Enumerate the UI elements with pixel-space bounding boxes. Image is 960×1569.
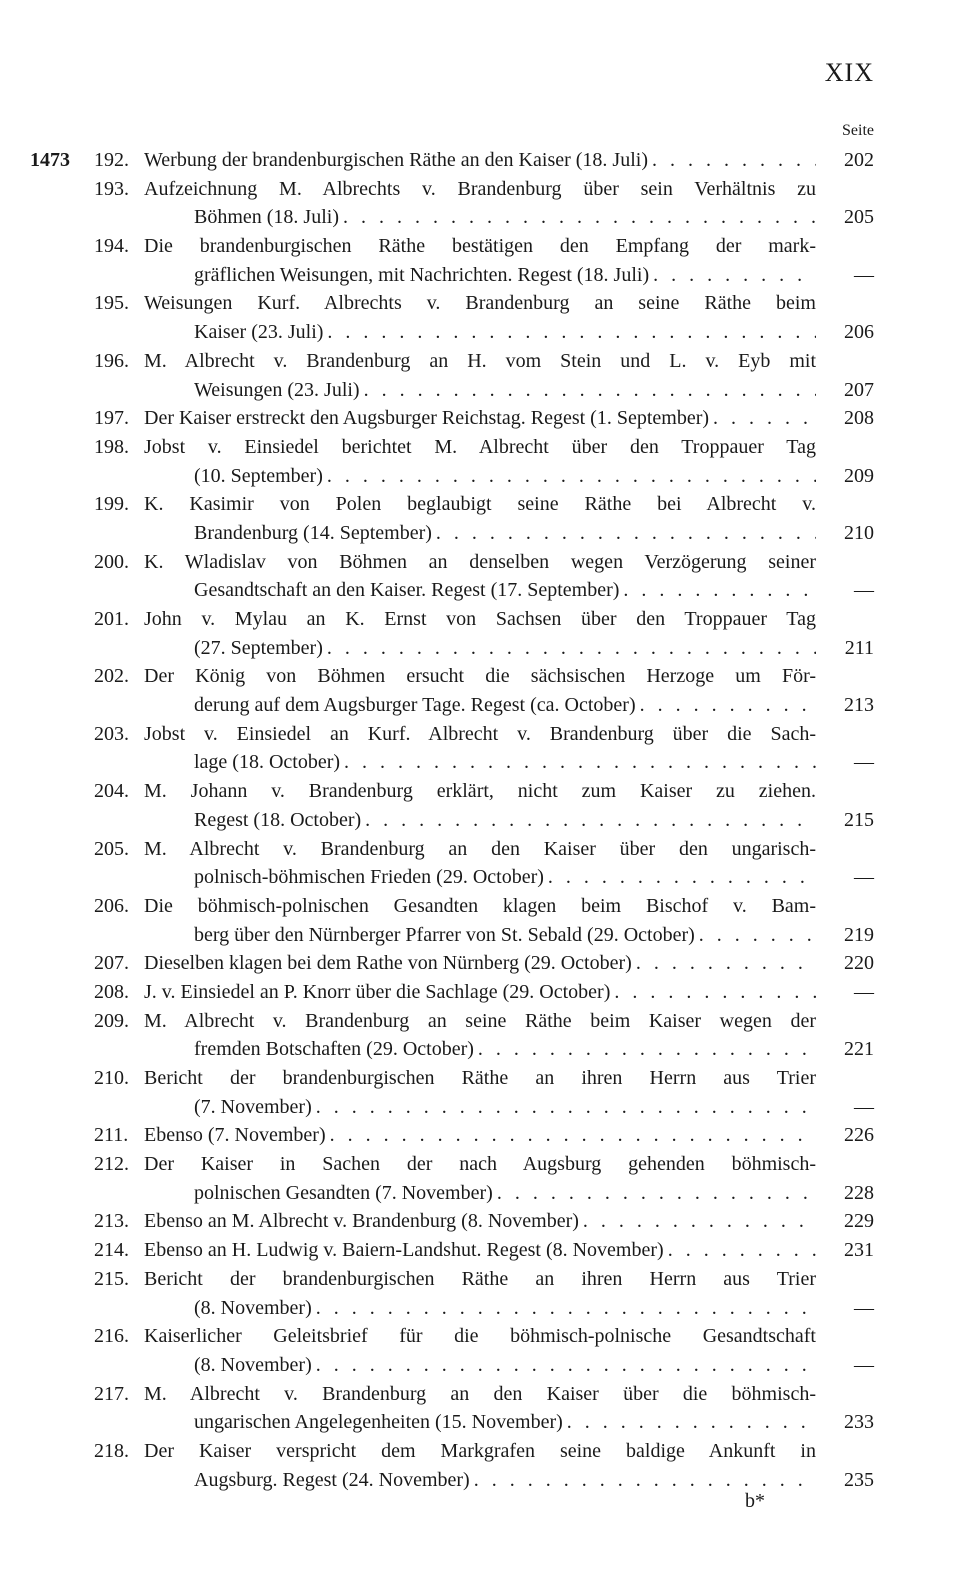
entry-title	[144, 1007, 816, 1036]
entry-title	[144, 1265, 816, 1294]
entry-page-number: —	[854, 263, 874, 286]
toc-entry	[0, 1265, 960, 1322]
entry-page-number: 221	[844, 1038, 874, 1061]
entry-page-number: 210	[844, 521, 874, 544]
toc-entry-line	[0, 289, 960, 318]
entry-title	[194, 748, 816, 777]
entry-title	[144, 548, 816, 577]
entry-number: 212.	[94, 1153, 129, 1176]
dot-leader	[709, 404, 816, 433]
toc-entry-continuation	[0, 1093, 960, 1122]
toc-entry-line	[0, 1007, 960, 1036]
entry-page-number: 202	[844, 149, 874, 171]
entry-number: 215.	[94, 1267, 129, 1290]
toc-entry	[0, 662, 960, 719]
entry-title-text: Ebenso (7. November)	[144, 1124, 326, 1147]
entry-number: 211.	[94, 1124, 129, 1147]
entry-title-text: Ebenso an M. Albrecht v. Brandenburg (8. November)	[144, 1210, 579, 1233]
entry-title-text: fremden Botschaften (29. October)	[194, 1038, 474, 1061]
entry-title-text: Jobst v. Einsiedel an Kurf. Albrecht v. Brandenburg über die Sach-	[144, 722, 816, 745]
entry-number: 195.	[94, 292, 129, 315]
toc-entry-line	[0, 347, 960, 376]
entry-number: 213.	[94, 1210, 129, 1233]
entry-title-text: Der Kaiser verspricht dem Markgrafen seine baldige Ankunft in	[144, 1439, 816, 1462]
toc-entry-continuation	[0, 462, 960, 491]
entry-title	[144, 1380, 816, 1409]
entry-title	[144, 289, 816, 318]
toc-entry	[0, 232, 960, 289]
entry-number: 200.	[94, 550, 129, 573]
entry-title	[144, 232, 816, 261]
toc-entry	[0, 835, 960, 892]
entry-title	[194, 318, 816, 347]
entry-page-number: —	[854, 1095, 874, 1118]
entry-title-text: (8. November)	[194, 1296, 312, 1319]
entry-title	[194, 376, 816, 405]
entry-page-number: 231	[844, 1239, 874, 1262]
entry-page-number: 233	[844, 1411, 874, 1434]
year-label: 1473	[30, 149, 70, 171]
entry-title-text: M. Johann v. Brandenburg erklärt, nicht zum Kaiser zu ziehen.	[144, 780, 816, 803]
entry-title-text: derung auf dem Augsburger Tage. Regest (ca. October)	[194, 694, 636, 717]
entry-page-number: 220	[844, 952, 874, 975]
entry-title-text: Regest (18. October)	[194, 808, 362, 831]
toc-entry	[0, 1437, 960, 1494]
entry-title-text: polnisch-böhmischen Frieden (29. October)	[194, 866, 544, 889]
entry-number: 196.	[94, 349, 129, 372]
dot-leader	[579, 1207, 816, 1236]
page-number: XIX	[824, 58, 874, 87]
entry-title	[194, 576, 816, 605]
dot-leader	[339, 203, 816, 232]
entry-title-text: Kaiserlicher Geleitsbrief für die böhmisch-polnische Gesandtschaft	[144, 1325, 816, 1348]
entry-title-text: Ebenso an H. Ludwig v. Baiern-Landshut. Regest (8. November)	[144, 1239, 664, 1262]
dot-leader	[312, 1294, 816, 1323]
entry-number: 202.	[94, 665, 129, 688]
entry-title-text: M. Albrecht v. Brandenburg an den Kaiser über die böhmisch-	[144, 1382, 816, 1405]
toc-entry	[0, 1007, 960, 1064]
entry-title	[144, 605, 816, 634]
entry-page-number: 219	[844, 923, 874, 946]
entry-title	[194, 691, 816, 720]
entry-page-number: —	[854, 1353, 874, 1376]
dot-leader	[326, 1121, 816, 1150]
entry-page-number: 228	[844, 1181, 874, 1204]
toc-entry-line	[0, 1380, 960, 1409]
toc-entry	[0, 1121, 960, 1150]
dot-leader	[323, 462, 816, 491]
toc-entry	[0, 175, 960, 232]
entry-page-number: 235	[844, 1468, 874, 1491]
entry-title-text: M. Albrecht v. Brandenburg an den Kaiser über den ungarisch-	[144, 837, 816, 860]
entry-number: 214.	[94, 1239, 129, 1262]
dot-leader	[632, 949, 816, 978]
entry-title-text: Werbung der brandenburgischen Räthe an den Kaiser (18. Juli)	[144, 149, 648, 171]
toc-entry-line	[0, 232, 960, 261]
toc-entry-continuation	[0, 376, 960, 405]
toc-entry	[0, 1236, 960, 1265]
toc-entry-line	[0, 892, 960, 921]
dot-leader	[636, 691, 816, 720]
entry-title-text: Aufzeichnung M. Albrechts v. Brandenburg über sein Verhältnis zu	[144, 177, 816, 200]
entry-title-text: Gesandtschaft an den Kaiser. Regest (17. September)	[194, 579, 620, 602]
toc-entry	[0, 289, 960, 346]
entry-page-number: 215	[844, 808, 874, 831]
entry-title	[144, 433, 816, 462]
toc-entry-line	[0, 1064, 960, 1093]
toc-entry	[0, 777, 960, 834]
toc-entry-line	[0, 548, 960, 577]
toc-entry	[0, 949, 960, 978]
entry-title-text: Kaiser (23. Juli)	[194, 321, 324, 344]
entry-number: 209.	[94, 1009, 129, 1032]
entry-title-text: Die brandenburgischen Räthe bestätigen den Empfang der mark-	[144, 235, 816, 258]
toc-entry	[0, 1380, 960, 1437]
entry-title	[144, 1437, 816, 1466]
toc-entry-line	[0, 835, 960, 864]
entry-number: 217.	[94, 1382, 129, 1405]
entry-page-number: 209	[844, 464, 874, 487]
toc-entry	[0, 892, 960, 949]
entry-title-text: (10. September)	[194, 464, 323, 487]
entry-title	[144, 1322, 816, 1351]
entry-title	[144, 1150, 816, 1179]
dot-leader	[544, 863, 816, 892]
toc-entry-line	[0, 1207, 960, 1236]
toc-entry-line	[0, 146, 960, 175]
toc-entry-continuation	[0, 318, 960, 347]
entry-title-text: (8. November)	[194, 1353, 312, 1376]
toc-entry	[0, 146, 960, 175]
entry-page-number: —	[854, 751, 874, 774]
entry-title	[144, 347, 816, 376]
toc-entry	[0, 605, 960, 662]
entry-title	[144, 949, 816, 978]
entry-title-text: Dieselben klagen bei dem Rathe von Nürnberg (29. October)	[144, 952, 632, 975]
entry-title-text: Der Kaiser in Sachen der nach Augsburg gehenden böhmisch-	[144, 1153, 816, 1176]
toc-entry-continuation	[0, 634, 960, 663]
toc-entry-continuation	[0, 1035, 960, 1064]
dot-leader	[563, 1408, 816, 1437]
dot-leader	[432, 519, 816, 548]
entry-page-number: 207	[844, 378, 874, 401]
entry-title-text: Bericht der brandenburgischen Räthe an ihren Herrn aus Trier	[144, 1267, 816, 1290]
entry-title	[144, 662, 816, 691]
entry-title	[194, 203, 816, 232]
entry-title	[194, 1035, 816, 1064]
entry-title-text: Bericht der brandenburgischen Räthe an ihren Herrn aus Trier	[144, 1067, 816, 1089]
toc-entry	[0, 1150, 960, 1207]
entry-number: 203.	[94, 722, 129, 745]
entry-title	[144, 404, 816, 433]
entry-title-text: Böhmen (18. Juli)	[194, 206, 339, 229]
entry-title	[144, 835, 816, 864]
entry-title	[194, 1179, 816, 1208]
entry-title-text: (7. November)	[194, 1095, 312, 1118]
entry-number: 206.	[94, 894, 129, 917]
toc-entry	[0, 548, 960, 605]
entry-title-text: Der König von Böhmen ersucht die sächsischen Herzoge um För-	[144, 665, 816, 688]
toc-entry-line	[0, 1437, 960, 1466]
entry-page-number: 213	[844, 694, 874, 717]
entry-title	[194, 261, 816, 290]
toc-entry-line	[0, 1322, 960, 1351]
dot-leader	[340, 748, 816, 777]
toc-entry-line	[0, 978, 960, 1007]
entry-number: 199.	[94, 493, 129, 516]
dot-leader	[312, 1093, 816, 1122]
entry-title	[194, 1466, 816, 1495]
entry-title-text: gräflichen Weisungen, mit Nachrichten. Regest (18. Juli)	[194, 263, 650, 286]
entry-title	[144, 777, 816, 806]
entry-page-number: 229	[844, 1210, 874, 1233]
entry-number: 208.	[94, 980, 129, 1003]
toc-entry-continuation	[0, 519, 960, 548]
toc-entry	[0, 404, 960, 433]
entry-page-number: 205	[844, 206, 874, 229]
entry-number: 216.	[94, 1325, 129, 1348]
dot-leader	[610, 978, 816, 1007]
entry-number: 210.	[94, 1067, 129, 1089]
dot-leader	[649, 261, 816, 290]
toc-entry-continuation	[0, 261, 960, 290]
entry-title	[144, 1236, 816, 1265]
entry-title	[144, 1207, 816, 1236]
toc-entry-continuation	[0, 1179, 960, 1208]
entry-page-number: —	[854, 866, 874, 889]
entry-title-text: K. Kasimir von Polen beglaubigt seine Räthe bei Albrecht v.	[144, 493, 816, 516]
toc-entry-line	[0, 1236, 960, 1265]
entry-number: 194.	[94, 235, 129, 258]
entry-number: 204.	[94, 780, 129, 803]
entry-title-text: J. v. Einsiedel an P. Knorr über die Sachlage (29. October)	[144, 980, 611, 1003]
entry-title	[144, 1121, 816, 1150]
dot-leader	[664, 1236, 816, 1265]
page-column-label: Seite	[842, 122, 874, 139]
toc-entry	[0, 1322, 960, 1379]
entry-title	[144, 978, 816, 1007]
dot-leader	[312, 1351, 816, 1380]
entry-title	[194, 1294, 816, 1323]
toc-entry-continuation	[0, 691, 960, 720]
entry-number: 201.	[94, 608, 129, 630]
entry-page-number: —	[854, 1296, 874, 1319]
toc-entry-line	[0, 1150, 960, 1179]
entry-title-text: John v. Mylau an K. Ernst von Sachsen über den Troppauer Tag	[144, 608, 816, 630]
dot-leader	[619, 576, 816, 605]
entry-title-text: berg über den Nürnberger Pfarrer von St. Sebald (29. October)	[194, 923, 695, 946]
signature-mark: b*	[745, 1490, 765, 1512]
toc-entry-continuation	[0, 1294, 960, 1323]
entry-page-number: 211	[844, 636, 874, 659]
entry-page-number: —	[854, 579, 874, 602]
entry-page-number: 206	[844, 321, 874, 344]
entry-title-text: polnischen Gesandten (7. November)	[194, 1181, 493, 1204]
entry-page-number: —	[854, 980, 874, 1003]
toc-entry-continuation	[0, 863, 960, 892]
toc-entry	[0, 490, 960, 547]
entry-title-text: Weisungen (23. Juli)	[194, 378, 360, 401]
toc-entry-continuation	[0, 806, 960, 835]
entry-title	[144, 175, 816, 204]
toc-entry-line	[0, 404, 960, 433]
entry-title	[144, 892, 816, 921]
entry-page-number: 208	[844, 407, 874, 430]
entry-title	[144, 720, 816, 749]
entry-title	[194, 806, 816, 835]
entry-number: 218.	[94, 1439, 129, 1462]
entry-title-text: Augsburg. Regest (24. November)	[194, 1468, 470, 1491]
dot-leader	[360, 376, 816, 405]
dot-leader	[323, 318, 816, 347]
entry-title-text: K. Wladislav von Böhmen an denselben wegen Verzögerung seiner	[144, 550, 816, 573]
entry-title-text: M. Albrecht v. Brandenburg an H. vom Stein und L. v. Eyb mit	[144, 349, 816, 372]
entry-title-text: Weisungen Kurf. Albrechts v. Brandenburg an seine Räthe beim	[144, 292, 816, 315]
toc-entry-line	[0, 777, 960, 806]
toc-entry-continuation	[0, 1408, 960, 1437]
entry-title-text: lage (18. October)	[194, 751, 341, 774]
entry-number: 192.	[94, 149, 129, 171]
toc-entry-continuation	[0, 203, 960, 232]
entry-number: 198.	[94, 435, 129, 458]
dot-leader	[361, 806, 816, 835]
toc-entry-line	[0, 662, 960, 691]
entry-title	[194, 462, 816, 491]
toc-entry-line	[0, 1121, 960, 1150]
toc-entry	[0, 1207, 960, 1236]
dot-leader	[323, 634, 816, 663]
entry-page-number: 226	[844, 1124, 874, 1147]
entry-title-text: Die böhmisch-polnischen Gesandten klagen beim Bischof v. Bam-	[144, 894, 816, 917]
entry-title-text: Jobst v. Einsiedel berichtet M. Albrecht über den Troppauer Tag	[144, 435, 816, 458]
entry-title	[144, 1064, 816, 1093]
dot-leader	[648, 146, 816, 175]
entry-title-text: (27. September)	[194, 636, 323, 659]
toc-entry-line	[0, 433, 960, 462]
toc-entry-line	[0, 1265, 960, 1294]
entry-number: 193.	[94, 177, 129, 200]
toc-entry	[0, 1064, 960, 1121]
entry-title	[144, 490, 816, 519]
entry-title-text: ungarischen Angelegenheiten (15. November)	[194, 1411, 563, 1434]
toc-entry-line	[0, 720, 960, 749]
entry-title	[194, 1408, 816, 1437]
dot-leader	[695, 921, 816, 950]
entry-title	[194, 634, 816, 663]
dot-leader	[493, 1179, 816, 1208]
toc-entry	[0, 433, 960, 490]
toc-entry-continuation	[0, 748, 960, 777]
toc-entry	[0, 720, 960, 777]
entry-title-text: M. Albrecht v. Brandenburg an seine Räthe beim Kaiser wegen der	[144, 1009, 816, 1032]
toc-entry	[0, 978, 960, 1007]
entry-number: 207.	[94, 952, 129, 975]
entry-title	[144, 146, 816, 175]
entry-number: 205.	[94, 837, 129, 860]
entry-title	[194, 863, 816, 892]
toc-entry-continuation	[0, 1351, 960, 1380]
entry-title	[194, 1351, 816, 1380]
toc-entry-continuation	[0, 921, 960, 950]
entry-title-text: Brandenburg (14. September)	[194, 521, 432, 544]
dot-leader	[474, 1035, 816, 1064]
toc-entry-continuation	[0, 576, 960, 605]
table-of-contents	[0, 146, 960, 1494]
toc-entry-line	[0, 175, 960, 204]
entry-number: 197.	[94, 407, 129, 430]
entry-title	[194, 519, 816, 548]
toc-entry	[0, 347, 960, 404]
toc-entry-line	[0, 490, 960, 519]
entry-title	[194, 1093, 816, 1122]
toc-entry-continuation	[0, 1466, 960, 1495]
toc-entry-line	[0, 605, 960, 634]
toc-entry-line	[0, 949, 960, 978]
entry-title	[194, 921, 816, 950]
entry-title-text: Der Kaiser erstreckt den Augsburger Reichstag. Regest (1. September)	[144, 407, 710, 430]
